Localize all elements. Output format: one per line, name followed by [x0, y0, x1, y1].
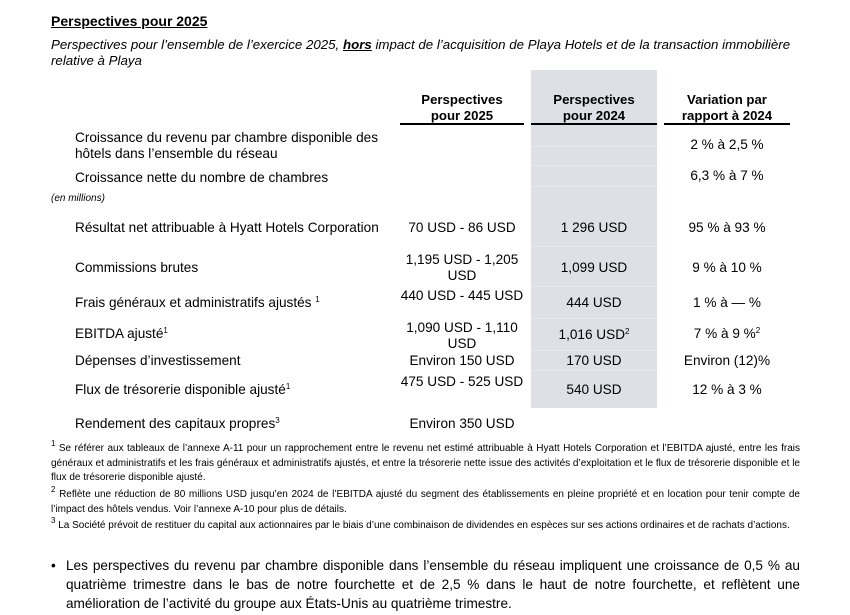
- cell-variation-ebitda: [664, 326, 790, 342]
- row-label-fcf-text: Flux de trésorerie disponible ajusté: [75, 382, 286, 397]
- footnote-ref: 2: [625, 327, 630, 336]
- cell-2025-sga: 440 USD - 445 USD: [400, 288, 524, 303]
- cell-2024-sga: 444 USD: [566, 295, 622, 310]
- footnote-number: 3: [51, 516, 56, 525]
- header-variation-line2: rapport à 2024: [681, 107, 773, 123]
- cell-2024-ebitda: [531, 327, 657, 343]
- cell-variation-capex: Environ (12)%: [683, 353, 771, 368]
- cell-variation-net-income: 95 % à 93 %: [688, 220, 766, 235]
- row-label-revpar: Croissance du revenu par chambre disponible des hôtels dans l’ensemble du réseau: [75, 130, 379, 161]
- cell-2025-capital-return: Environ 350 USD: [409, 416, 515, 431]
- header-underline: [664, 123, 790, 125]
- column-row-separator: [531, 146, 657, 147]
- footnote-number: 1: [51, 439, 56, 448]
- column-row-separator: [531, 350, 657, 351]
- section-title: Perspectives pour 2025: [51, 13, 208, 29]
- row-label-capex: Dépenses d’investissement: [75, 353, 241, 368]
- column-row-separator: [531, 165, 657, 166]
- cell-variation-ebitda-value: 7 % à 9 %: [693, 326, 756, 341]
- footnote-number: 2: [51, 485, 56, 494]
- header-2024: [531, 92, 657, 123]
- header-2024-line1: Perspectives: [553, 92, 635, 107]
- header-2025-line1: Perspectives: [421, 92, 503, 107]
- cell-2025-fcf: 475 USD - 525 USD: [400, 374, 524, 389]
- cell-variation-fcf: 12 % à 3 %: [692, 382, 762, 397]
- cell-2024-net-income: 1 296 USD: [560, 220, 628, 235]
- cell-variation-net-rooms: 6,3 % à 7 %: [690, 168, 764, 183]
- footnote-2: [51, 485, 800, 517]
- footnote-ref: 3: [275, 416, 280, 425]
- header-2025-line2: pour 2025: [430, 107, 494, 123]
- cell-2024-capex: 170 USD: [566, 353, 622, 368]
- row-label-net-rooms: Croissance nette du nombre de chambres: [75, 170, 329, 185]
- header-underline: [531, 123, 657, 125]
- footnote-ref: 2: [755, 326, 761, 335]
- cell-2025-net-income: 70 USD - 86 USD: [408, 220, 516, 235]
- footnote-ref: 1: [163, 326, 168, 335]
- footnote-1: [51, 439, 800, 486]
- column-row-separator: [531, 370, 657, 371]
- header-2024-line2: pour 2024: [562, 107, 626, 123]
- subtitle-lead: Perspectives pour l’ensemble de l’exercice 2025,: [51, 37, 343, 52]
- cell-variation-sga: 1 % à — %: [693, 295, 761, 310]
- column-row-separator: [531, 286, 657, 287]
- row-label-fcf: [75, 382, 290, 398]
- row-label-sga-text: Frais généraux et administratifs ajustés: [75, 295, 316, 310]
- cell-2025-ebitda: 1,090 USD - 1,110 USD: [406, 320, 518, 351]
- section-subtitle: [51, 37, 791, 68]
- header-variation-line1: Variation par: [687, 92, 767, 107]
- footnote-text: Se référer aux tableaux de l’annexe A-11 pour un rapprochement entre le revenu net estimé attribuable à Hyatt Hotels Corporation et l’EBITDA ajusté, entre les frais généraux et administratifs et les frais généraux et administratifs ajustés, et entre la trésorerie nette issue des activités d’exploitation et le flux de trésorerie disponible et le flux de trésorerie disponible ajusté.: [51, 443, 800, 483]
- footnote-ref: 1: [285, 382, 291, 391]
- subtitle-emphasis: hors: [342, 37, 372, 52]
- row-label-ebitda: [75, 326, 168, 342]
- column-row-separator: [531, 186, 657, 187]
- cell-2024-gross-fees: 1,099 USD: [560, 260, 628, 275]
- row-label-gross-fees: Commissions brutes: [75, 260, 199, 275]
- header-variation: [664, 92, 790, 123]
- subtitle-rest: impact de l’acquisition de Playa Hotels et de la transaction immobilière relative à Playa: [51, 37, 791, 68]
- footnote-3: [51, 516, 800, 534]
- cell-variation-gross-fees: 9 % à 10 %: [692, 260, 762, 275]
- bullet-item: [51, 556, 800, 613]
- cell-2024-ebitda-value: 1,016 USD: [558, 327, 626, 342]
- header-2025: [400, 92, 524, 123]
- row-label-capital-return-text: Rendement des capitaux propres: [75, 416, 276, 431]
- row-label-net-income: Résultat net attribuable à Hyatt Hotels Corporation: [75, 220, 379, 235]
- cell-2024-fcf: 540 USD: [566, 382, 622, 397]
- unit-note: (en millions): [51, 193, 105, 204]
- cell-2025-capex: Environ 150 USD: [409, 353, 515, 368]
- column-row-separator: [531, 318, 657, 319]
- footnote-ref: 1: [315, 295, 320, 304]
- cell-2025-gross-fees: 1,195 USD - 1,205 USD: [405, 252, 519, 283]
- header-underline: [400, 123, 524, 125]
- bullet-marker: •: [51, 558, 56, 573]
- footnote-text: Reflète une réduction de 80 millions USD jusqu’en 2024 de l’EBITDA ajusté du segment des établissements en pleine propriété et en location pour tenir compte de l’impact des hôtels vendus. Voir l’annexe A-10 pour plus de détails.: [51, 489, 800, 515]
- footnote-text: La Société prévoit de restituer du capital aux actionnaires par le biais d’une combinaison de dividendes en espèces sur ses actions ordinaires et de rachats d’actions.: [55, 520, 790, 531]
- column-row-separator: [531, 246, 657, 247]
- bullet-text: Les perspectives du revenu par chambre disponible dans l’ensemble du réseau impliquent une croissance de 0,5 % au quatrième trimestre dans le bas de notre fourchette et de 2,5 % dans le haut de notre fourchette, et reflètent une amélioration de l’activité du groupe aux États-Unis au quatrième trimestre.: [66, 558, 800, 611]
- row-label-ebitda-text: EBITDA ajusté: [75, 326, 164, 341]
- row-label-sga: [75, 295, 320, 311]
- cell-variation-revpar: 2 % à 2,5 %: [690, 137, 764, 152]
- row-label-capital-return: [75, 416, 280, 432]
